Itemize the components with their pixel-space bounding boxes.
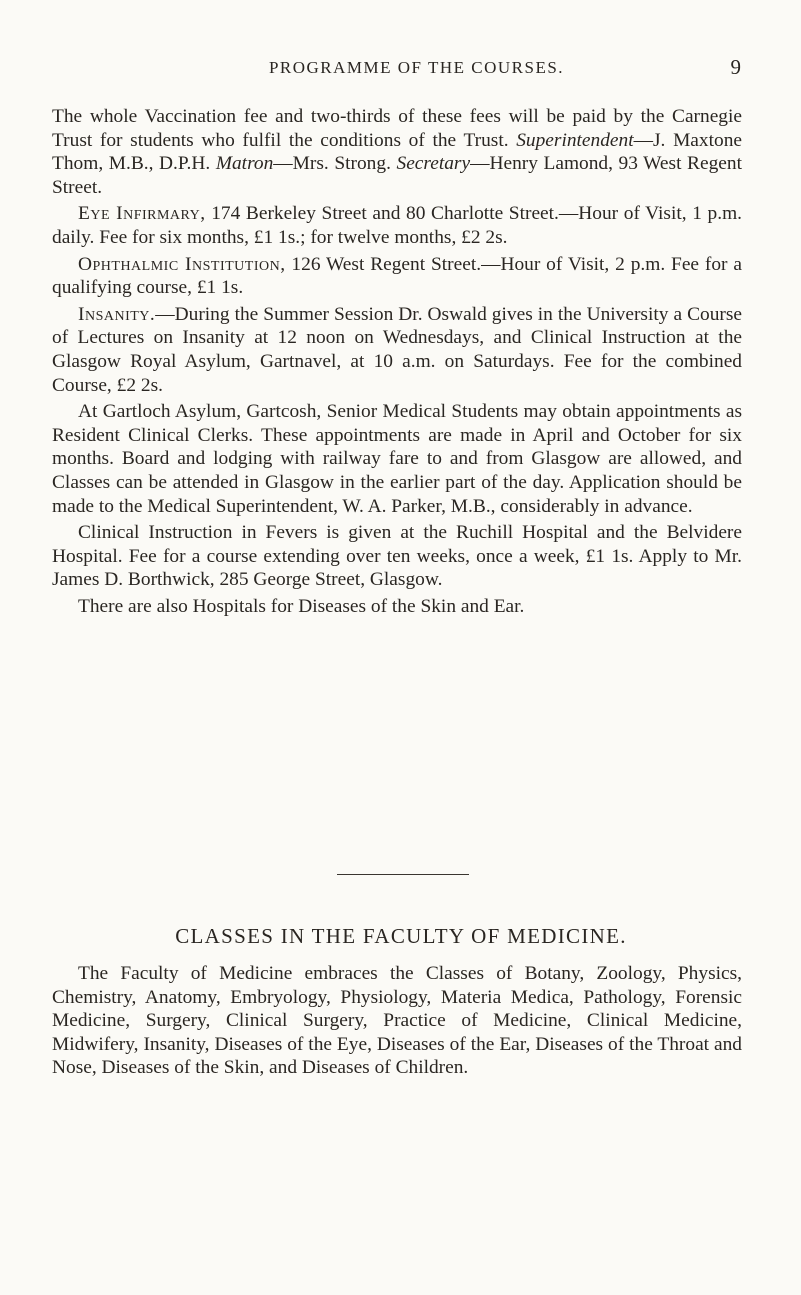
insanity-paragraph — [52, 303, 742, 397]
ophthalmic-text: 126 West Regent Street.—Hour of Visit, 2 p.m. Fee for a qualifying course, £1 1s. — [52, 253, 742, 299]
section-divider — [337, 874, 469, 875]
ophthalmic-paragraph — [52, 253, 742, 300]
insanity-text: —During the Summer Session Dr. Oswald gives in the University a Course of Lectures on Insanity at 12 noon on Wednesdays, and Clinical Instruction at the Glasgow Royal Asylum, Gartnavel, at 10 a.m. on Saturdays. Fee for the combined Course, £2 2s. — [52, 303, 742, 396]
vaccination-text-1: The whole Vaccination fee and two-thirds of these fees will be paid by the Carnegie Trust for students who fulfil the conditions of the Trust. — [52, 106, 742, 151]
ophthalmic-heading: Ophthalmic Institution, — [78, 253, 286, 275]
eye-infirmary-text: 174 Berkeley Street and 80 Charlotte Street.—Hour of Visit, 1 p.m. daily. Fee for six months, £1 1s.; for twelve months, £2 2s. — [52, 203, 742, 248]
eye-infirmary-paragraph — [52, 202, 742, 249]
insanity-heading: Insanity. — [78, 303, 156, 325]
vaccination-text-2: —J. Maxtone Thom, M.B., D.P.H. — [52, 129, 742, 175]
running-title: PROGRAMME OF THE COURSES. — [268, 58, 565, 77]
skin-ear-paragraph: There are also Hospitals for Diseases of the Skin and Ear. — [78, 595, 525, 617]
eye-infirmary-heading: Eye Infirmary, — [78, 203, 206, 225]
superintendent-label: Superintendent — [516, 129, 634, 151]
body-text — [52, 105, 742, 618]
vaccination-text-4: —Henry Lamond, 93 West Regent Street. — [52, 153, 742, 198]
section-title: CLASSES IN THE FACULTY OF MEDICINE. — [175, 924, 627, 948]
matron-label: Matron — [215, 153, 274, 175]
vaccination-paragraph — [52, 105, 742, 199]
secretary-label: Secretary — [396, 153, 471, 175]
gartloch-paragraph: At Gartloch Asylum, Gartcosh, Senior Medical Students may obtain appointments as Resident Clinical Clerks. These appointments are made in April and October for six months. Board and lodging with railway fare to and from Glasgow are allowed, and Classes can be attended in Glasgow in the earlier part of the day. Application should be made to the Medical Superintendent, W. A. Parker, M.B., considerably in advance. — [52, 401, 742, 517]
vaccination-text-3: —Mrs. Strong. — [273, 153, 397, 175]
fevers-paragraph: Clinical Instruction in Fevers is given at the Ruchill Hospital and the Belvidere Hospital. Fee for a course extending over ten weeks, once a week, £1 1s. Apply to Mr. James D. Borthwick, 285 George Street, Glasgow. — [52, 522, 742, 591]
running-header — [92, 55, 741, 82]
section-body: The Faculty of Medicine embraces the Classes of Botany, Zoology, Physics, Chemistry, Anatomy, Embryology, Physiology, Materia Medica, Pathology, Forensic Medicine, Surgery, Clinical Surgery, Practice of Medicine, Clinical Medicine, Midwifery, Insanity, Diseases of the Eye, Diseases of the Ear, Diseases of the Throat and Nose, Diseases of the Skin, and Diseases of Children. — [52, 963, 742, 1079]
page-number: 9 — [730, 55, 741, 79]
